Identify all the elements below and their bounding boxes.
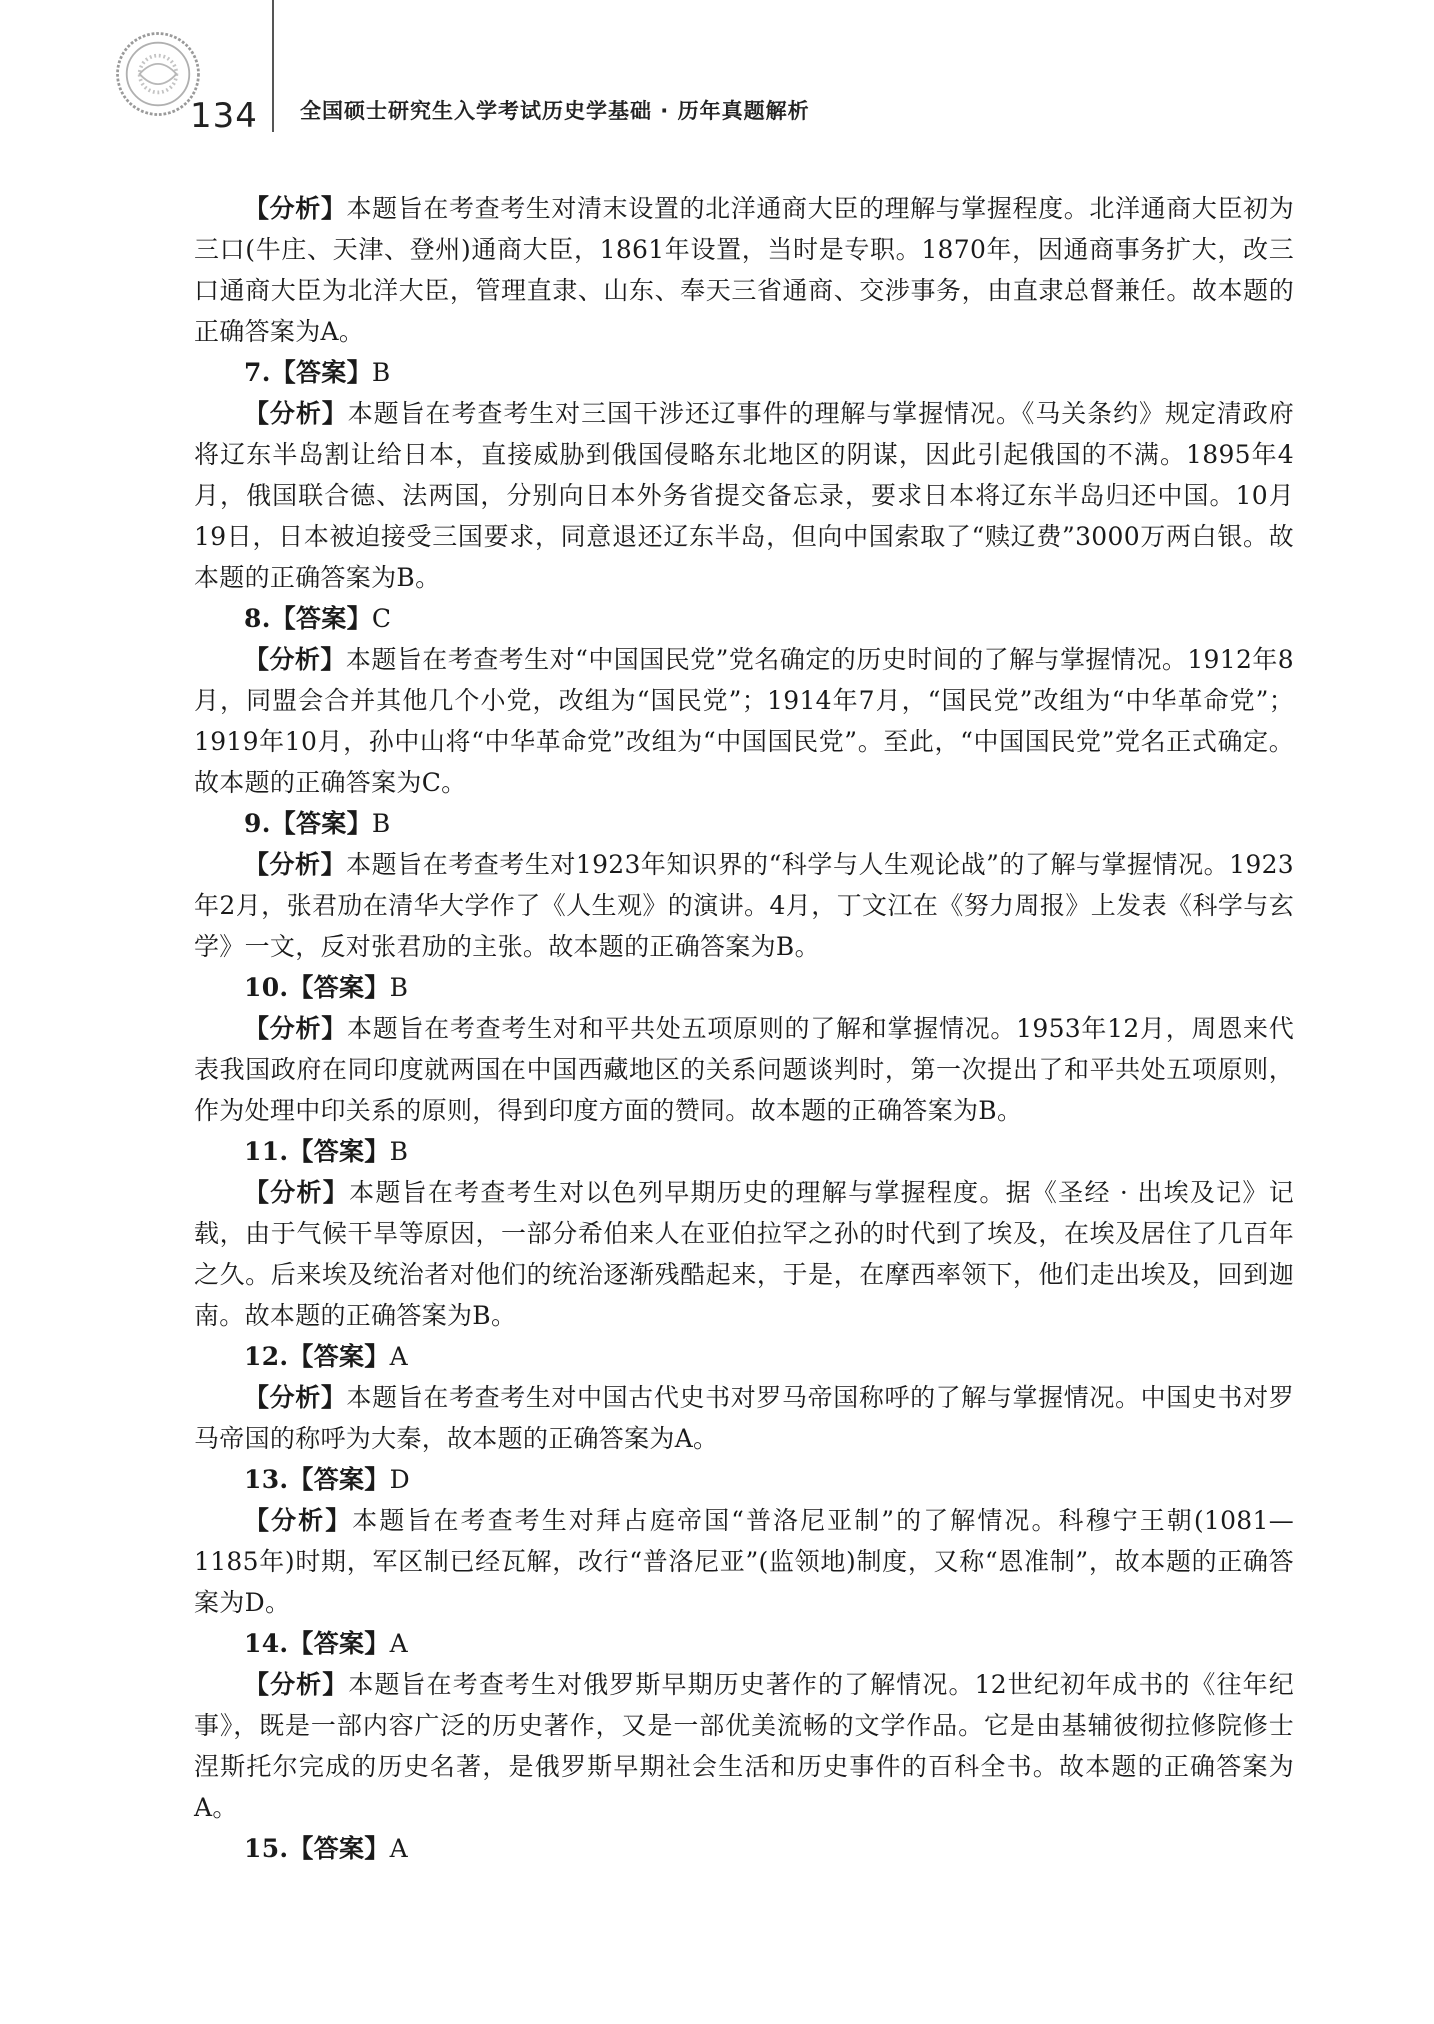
answer-letter: A [389, 1834, 408, 1863]
analysis-text: 本题旨在考查考生对“中国国民党”党名确定的历史时间的了解与掌握情况。1912年8月，同盟会合并其他几个小党，改组为“国民党”；1914年7月，“国民党”改组为“中华革命党”；1919年10月，孙中山将“中华革命党”改组为“中国国民党”。至此，“中国国民党”党名正式确定。故本题的正确答案为C。 [194, 645, 1295, 797]
analysis-text: 本题旨在考查考生对清末设置的北洋通商大臣的理解与掌握程度。北洋通商大臣初为三口(牛庄、天津、登州)通商大臣，1861年设置，当时是专职。1870年，因通商事务扩大，改三口通商大臣为北洋大臣，管理直隶、山东、奉天三省通商、交涉事务，由直隶总督兼任。故本题的正确答案为A。 [194, 194, 1295, 346]
answer-letter: D [389, 1465, 410, 1494]
answer-letter: A [389, 1629, 408, 1658]
answer-line-8 [194, 598, 1294, 639]
analysis-paragraph-10 [194, 1008, 1294, 1131]
question-number: 10. [244, 973, 289, 1002]
question-number: 9. [244, 809, 271, 838]
answer-tag: 【答案】 [270, 604, 372, 633]
question-number: 14. [244, 1629, 289, 1658]
answer-letter: C [371, 604, 392, 633]
analysis-paragraph-13 [194, 1500, 1294, 1623]
analysis-paragraph-7 [194, 393, 1294, 598]
answer-tag: 【答案】 [288, 1629, 390, 1658]
analysis-text: 本题旨在考查考生对三国干涉还辽事件的理解与掌握情况。《马关条约》规定清政府将辽东半岛割让给日本，直接威胁到俄国侵略东北地区的阴谋，因此引起俄国的不满。1895年4月，俄国联合德、法两国，分别向日本外务省提交备忘录，要求日本将辽东半岛归还中国。10月19日，日本被迫接受三国要求，同意退还辽东半岛，但向中国索取了“赎辽费”3000万两白银。故本题的正确答案为B。 [194, 399, 1295, 592]
answer-line-13 [194, 1459, 1294, 1500]
answer-tag: 【答案】 [270, 358, 372, 387]
analysis-paragraph-6 [194, 188, 1294, 352]
analysis-tag: 【分析】 [244, 194, 347, 223]
question-number: 12. [244, 1342, 289, 1371]
answer-line-14 [194, 1623, 1294, 1664]
analysis-tag: 【分析】 [244, 645, 346, 674]
analysis-text: 本题旨在考查考生对以色列早期历史的理解与掌握程度。据《圣经 · 出埃及记》记载，由于气候干旱等原因，一部分希伯来人在亚伯拉罕之孙的时代到了埃及，在埃及居住了几百年之久。后来埃及统治者对他们的统治逐渐残酷起来，于是，在摩西率领下，他们走出埃及，回到迦南。故本题的正确答案为B。 [194, 1178, 1294, 1330]
analysis-tag: 【分析】 [244, 399, 348, 428]
answer-line-12 [194, 1336, 1294, 1377]
answer-letter: B [389, 1137, 409, 1166]
answer-tag: 【答案】 [288, 1834, 390, 1863]
question-number: 11. [244, 1137, 289, 1166]
analysis-tag: 【分析】 [244, 1178, 350, 1207]
analysis-tag: 【分析】 [244, 1383, 347, 1412]
answer-line-10 [194, 967, 1294, 1008]
question-number: 8. [244, 604, 271, 633]
question-number: 7. [244, 358, 271, 387]
question-number: 13. [244, 1465, 289, 1494]
page-number: 134 [190, 96, 258, 136]
answer-letter: B [371, 809, 391, 838]
answer-line-9 [194, 803, 1294, 844]
analysis-text: 本题旨在考查考生对俄罗斯早期历史著作的了解情况。12世纪初年成书的《往年纪事》，既是一部内容广泛的历史著作，又是一部优美流畅的文学作品。它是由基辅彼彻拉修院修士涅斯托尔完成的历史名著，是俄罗斯早期社会生活和历史事件的百科全书。故本题的正确答案为A。 [194, 1670, 1294, 1822]
question-number: 15. [244, 1834, 289, 1863]
analysis-tag: 【分析】 [244, 1014, 347, 1043]
header-divider [272, 0, 274, 132]
answer-tag: 【答案】 [270, 809, 372, 838]
analysis-paragraph-12 [194, 1377, 1294, 1459]
analysis-tag: 【分析】 [244, 1506, 353, 1535]
answer-tag: 【答案】 [288, 1137, 390, 1166]
running-title: 全国硕士研究生入学考试历史学基础 · 历年真题解析 [300, 99, 810, 123]
analysis-paragraph-8 [194, 639, 1294, 803]
analysis-tag: 【分析】 [244, 850, 347, 879]
answer-tag: 【答案】 [288, 1465, 390, 1494]
analysis-text: 本题旨在考查考生对和平共处五项原则的了解和掌握情况。1953年12月，周恩来代表我国政府在同印度就两国在中国西藏地区的关系问题谈判时，第一次提出了和平共处五项原则，作为处理中印关系的原则，得到印度方面的赞同。故本题的正确答案为B。 [194, 1014, 1295, 1125]
analysis-text: 本题旨在考查考生对1923年知识界的“科学与人生观论战”的了解与掌握情况。1923年2月，张君劢在清华大学作了《人生观》的演讲。4月，丁文江在《努力周报》上发表《科学与玄学》一文，反对张君劢的主张。故本题的正确答案为B。 [194, 850, 1294, 961]
answer-letter: A [389, 1342, 408, 1371]
page-body [194, 188, 1294, 1869]
answer-line-11 [194, 1131, 1294, 1172]
analysis-text: 本题旨在考查考生对拜占庭帝国“普洛尼亚制”的了解情况。科穆宁王朝(1081—1185年)时期，军区制已经瓦解，改行“普洛尼亚”(监领地)制度，又称“恩准制”，故本题的正确答案为D。 [194, 1506, 1295, 1617]
analysis-paragraph-11 [194, 1172, 1294, 1336]
answer-line-15 [194, 1828, 1294, 1869]
analysis-paragraph-9 [194, 844, 1294, 967]
answer-tag: 【答案】 [288, 1342, 390, 1371]
page-header [0, 0, 1434, 150]
analysis-text: 本题旨在考查考生对中国古代史书对罗马帝国称呼的了解与掌握情况。中国史书对罗马帝国的称呼为大秦，故本题的正确答案为A。 [194, 1383, 1295, 1453]
answer-tag: 【答案】 [288, 973, 390, 1002]
analysis-tag: 【分析】 [244, 1670, 349, 1699]
answer-line-7 [194, 352, 1294, 393]
analysis-paragraph-14 [194, 1664, 1294, 1828]
answer-letter: B [371, 358, 391, 387]
answer-letter: B [389, 973, 409, 1002]
